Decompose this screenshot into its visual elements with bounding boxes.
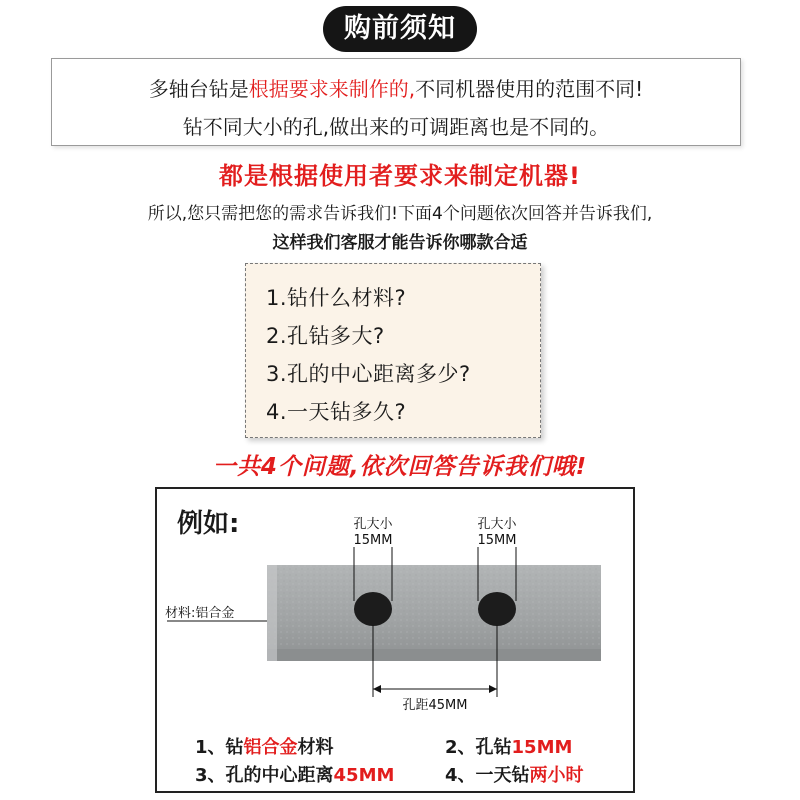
answer-text: 1、钻: [195, 737, 244, 758]
notice-highlight: 根据要求来制作的,: [248, 77, 416, 101]
hole-1-label: 孔大小: [353, 517, 393, 532]
answer-text: 2、孔钻: [445, 737, 512, 758]
answer-2: [445, 733, 572, 759]
material-label: 材料:铝合金: [165, 606, 235, 621]
notice-text: 不同机器使用的范围不同!: [415, 77, 644, 101]
notice-box: [51, 58, 741, 146]
hole-2-size: 15MM: [477, 533, 517, 548]
hole-2: [478, 592, 516, 626]
notice-text: 多轴台钻是: [148, 77, 249, 101]
example-title: 例如:: [177, 509, 240, 539]
answer-4: [445, 761, 584, 787]
notice-line-1: [52, 73, 740, 102]
question-box: [245, 263, 541, 438]
instruction-line-1: 所以,您只需把您的需求告诉我们!下面4个问题依次回答并告诉我们,: [147, 204, 653, 224]
answer-highlight: 15MM: [511, 737, 573, 758]
answer-highlight: 铝合金: [243, 737, 298, 758]
answer-text: 4、一天钻: [445, 765, 530, 786]
example-box: [155, 487, 635, 793]
answer-text: 材料: [297, 737, 334, 758]
hole-1-size: 15MM: [353, 533, 393, 548]
instruction-line-2: 这样我们客服才能告诉你哪款合适: [272, 233, 528, 253]
question-item: 3.孔的中心距离多少?: [266, 362, 471, 386]
bar-bottom-edge: [267, 649, 601, 661]
question-item: 1.钻什么材料?: [266, 286, 407, 310]
distance-label: 孔距45MM: [402, 698, 468, 713]
answer-1: [195, 733, 334, 759]
answer-highlight: 45MM: [333, 765, 395, 786]
hole-1: [354, 592, 392, 626]
answer-text: 3、孔的中心距离: [195, 765, 334, 786]
answer-highlight: 两小时: [529, 765, 584, 786]
hole-2-label: 孔大小: [477, 517, 517, 532]
headline: 都是根据使用者要求来制定机器!: [219, 162, 581, 190]
question-item: 4.一天钻多久?: [266, 400, 407, 424]
notice-line-2: 钻不同大小的孔,做出来的可调距离也是不同的。: [182, 115, 610, 139]
summary-headline: 一共4个问题,依次回答告诉我们哦!: [212, 454, 588, 480]
question-item: 2.孔钻多大?: [266, 324, 385, 348]
page-title: 购前须知: [323, 6, 477, 52]
answer-3: [195, 761, 394, 787]
